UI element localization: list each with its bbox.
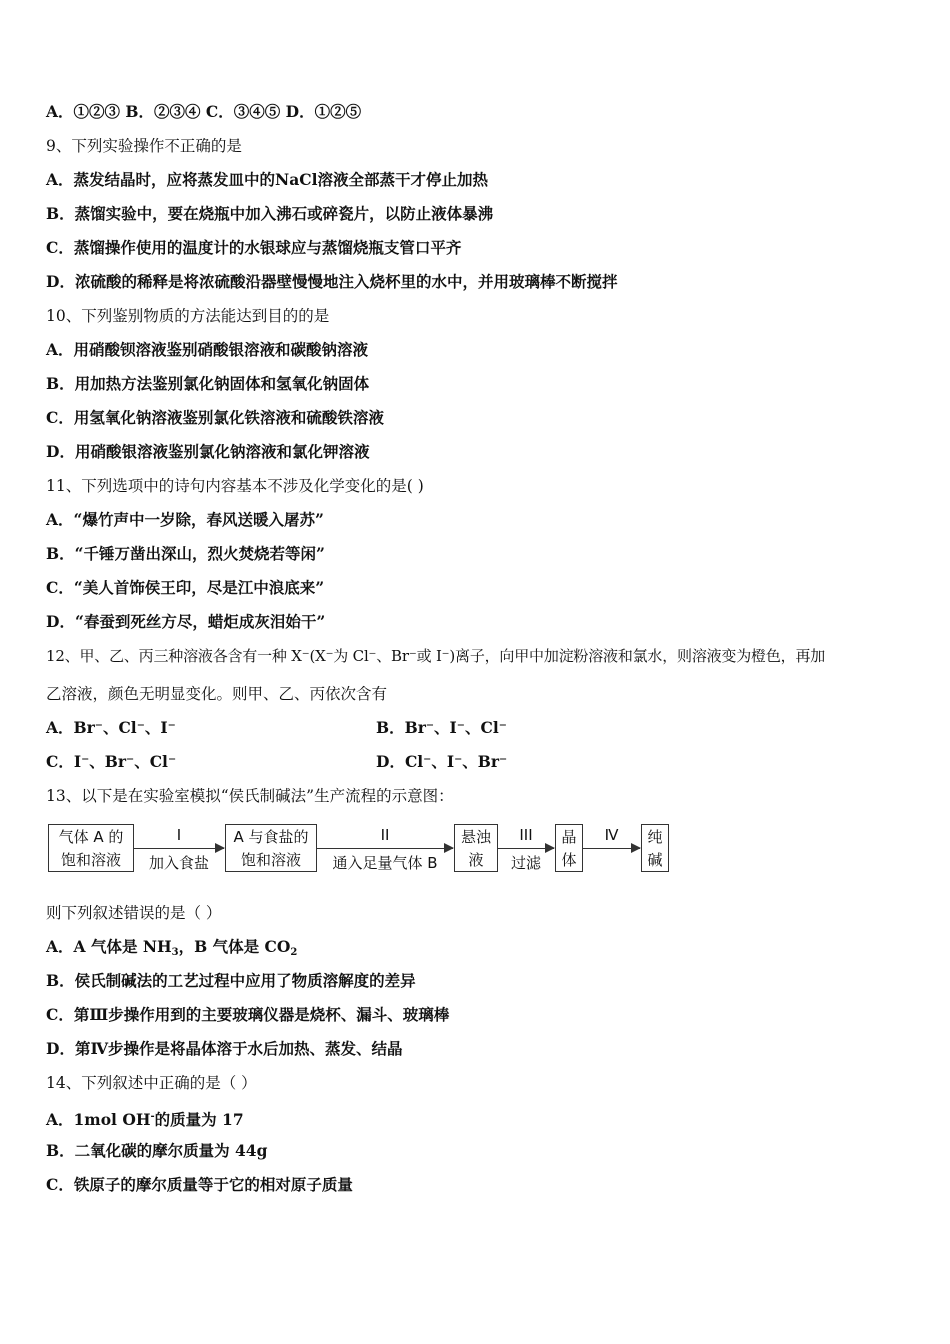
flow-arrow-3: [498, 848, 554, 849]
q13-option-a-part1: A．A 气体是 NH: [46, 937, 172, 956]
flow-box-saturated-line1: A 与食盐的: [233, 828, 309, 846]
flow-box-soda-ash: [641, 824, 669, 872]
flow-box-soda-ash-line1: 纯: [647, 828, 663, 846]
q13-option-a-sub1: 3: [171, 947, 179, 958]
flow-box-suspension-line1: 悬浊: [460, 828, 491, 846]
q12-option-d: D．Cl⁻、I⁻、Br⁻: [376, 752, 508, 771]
flow-box-suspension-line2: 液: [468, 851, 484, 869]
flow-step-2-number: II: [380, 826, 390, 844]
q13-flow-diagram: [48, 822, 673, 878]
q14-option-a-part1: A．1mol OH: [46, 1110, 151, 1129]
q12-option-a: A．Br⁻、Cl⁻、I⁻: [46, 718, 176, 737]
q12-options-row1: [46, 718, 906, 738]
flow-box-suspension: [454, 824, 498, 872]
q13-stem2: 则下列叙述错误的是（ ）: [46, 904, 222, 922]
q14-option-a-part2: 的质量为 17: [154, 1110, 244, 1129]
q12-options-row2: [46, 752, 906, 772]
flow-box-saturated-solution: [225, 824, 317, 872]
flow-box-gas-a-line2: 饱和溶液: [60, 851, 121, 869]
q13-option-c: C．第Ⅲ步操作用到的主要玻璃仪器是烧杯、漏斗、玻璃棒: [46, 1005, 450, 1024]
flow-box-gas-a-line1: 气体 A 的: [58, 828, 124, 846]
q12-stem-line2: 乙溶液，颜色无明显变化。则甲、乙、丙依次含有: [46, 685, 388, 703]
q10-option-d: D．用硝酸银溶液鉴别氯化钠溶液和氯化钾溶液: [46, 442, 370, 461]
flow-step-2-text: 通入足量气体 B: [332, 854, 438, 872]
flow-box-soda-ash-line2: 碱: [647, 851, 663, 869]
q8-options: A．①②③ B．②③④ C．③④⑤ D．①②⑤: [46, 102, 362, 121]
q11-option-c: C．“美人首饰侯王印，尽是江中浪底来”: [46, 578, 325, 597]
q14-stem: 14、下列叙述中正确的是（ ）: [46, 1074, 257, 1092]
q10-option-c: C．用氢氧化钠溶液鉴别氯化铁溶液和硫酸铁溶液: [46, 408, 384, 427]
q9-option-b: B．蒸馏实验中，要在烧瓶中加入沸石或碎瓷片，以防止液体暴沸: [46, 204, 494, 223]
q11-option-a: A．“爆竹声中一岁除，春风送暖入屠苏”: [46, 510, 324, 529]
q14-option-a: [46, 1107, 244, 1130]
q11-option-d: D．“春蚕到死丝方尽，蜡炬成灰泪始干”: [46, 612, 326, 631]
flow-box-crystal-line1: 晶: [561, 828, 577, 846]
q14-option-b: B．二氧化碳的摩尔质量为 44g: [46, 1141, 268, 1160]
q12-stem-line1: 12、甲、乙、丙三种溶液各含有一种 X⁻(X⁻为 Cl⁻、Br⁻或 I⁻)离子，向甲中加淀粉溶液和氯水，则溶液变为橙色，再加: [46, 647, 826, 665]
q10-option-a: A．用硝酸钡溶液鉴别硝酸银溶液和碳酸钠溶液: [46, 340, 369, 359]
q12-option-c: C．I⁻、Br⁻、Cl⁻: [46, 752, 177, 771]
q13-option-b: B．侯氏制碱法的工艺过程中应用了物质溶解度的差异: [46, 971, 416, 990]
q14-option-a-sup: -: [150, 1111, 155, 1122]
flow-box-saturated-line2: 饱和溶液: [240, 851, 301, 869]
flow-step-3-number: III: [519, 826, 533, 844]
flow-box-crystal-line2: 体: [561, 851, 577, 869]
q13-stem: 13、以下是在实验室模拟“侯氏制碱法”生产流程的示意图：: [46, 787, 454, 805]
flow-arrow-4: [583, 848, 640, 849]
q9-option-a: A．蒸发结晶时，应将蒸发皿中的NaCl溶液全部蒸干才停止加热: [46, 170, 488, 189]
q9-option-d: D．浓硫酸的稀释是将浓硫酸沿器壁慢慢地注入烧杯里的水中，并用玻璃棒不断搅拌: [46, 272, 618, 291]
flow-box-crystal: [555, 824, 583, 872]
q10-stem: 10、下列鉴别物质的方法能达到目的的是: [46, 307, 330, 325]
q12-option-b: B．Br⁻、I⁻、Cl⁻: [376, 718, 507, 737]
q13-option-d: D．第Ⅳ步操作是将晶体溶于水后加热、蒸发、结晶: [46, 1039, 403, 1058]
flow-step-1-number: I: [176, 826, 182, 844]
q14-option-c: C．铁原子的摩尔质量等于它的相对原子质量: [46, 1175, 353, 1194]
q13-option-a-part2: ，B 气体是 CO: [178, 937, 291, 956]
q11-option-b: B．“千锤万凿出深山，烈火焚烧若等闲”: [46, 544, 325, 563]
flow-arrow-1: [134, 848, 224, 849]
flow-arrow-2: [317, 848, 453, 849]
q11-stem: 11、下列选项中的诗句内容基本不涉及化学变化的是( ): [46, 477, 424, 495]
flow-step-1-text: 加入食盐: [148, 854, 209, 872]
q10-option-b: B．用加热方法鉴别氯化钠固体和氢氧化钠固体: [46, 374, 370, 393]
flow-box-gas-a: [48, 824, 134, 872]
q9-stem: 9、下列实验操作不正确的是: [46, 137, 242, 155]
flow-step-3-text: 过滤: [510, 854, 541, 872]
q13-option-a-sub2: 2: [290, 947, 298, 958]
flow-step-4-number: Ⅳ: [604, 826, 619, 844]
q9-option-c: C．蒸馏操作使用的温度计的水银球应与蒸馏烧瓶支管口平齐: [46, 238, 462, 257]
q13-option-a: [46, 937, 297, 963]
